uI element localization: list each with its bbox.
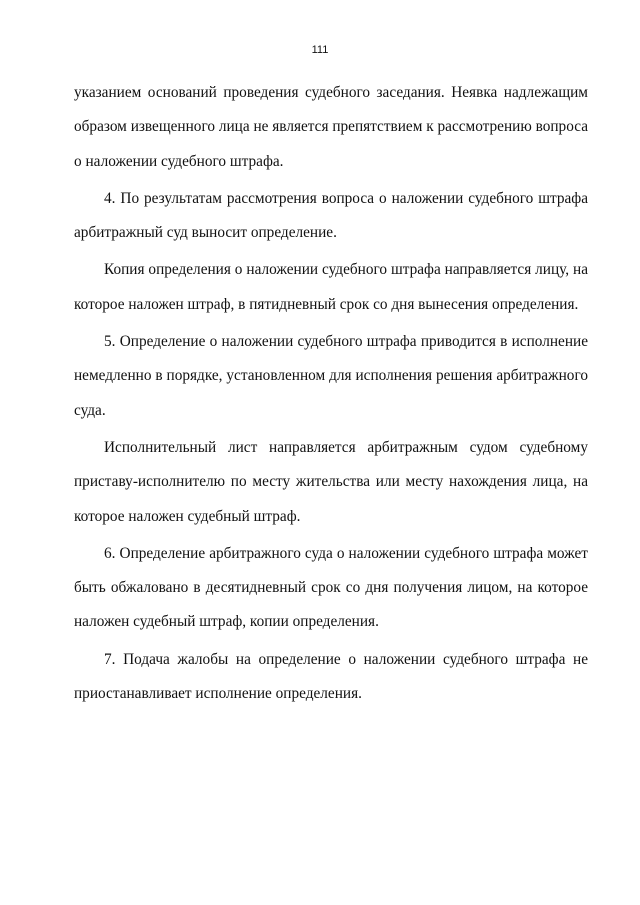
text-line: 7. Подача жалобы на определение о наложении судебного штрафа не xyxy=(104,650,588,668)
text-line: указанием оснований проведения судебного заседания. Неявка надлежащим xyxy=(74,84,588,101)
paragraph-copy-notice xyxy=(74,253,588,322)
page-number: 111 xyxy=(311,44,329,56)
text-line: наложен судебный штраф, копии определения. xyxy=(74,613,379,631)
paragraph-item-5 xyxy=(74,325,588,428)
paragraph-continuation xyxy=(74,76,588,179)
text-line: образом извещенного лица не является препятствием к рассмотрению вопроса xyxy=(74,118,588,136)
text-line: быть обжаловано в десятидневный срок со дня получения лицом, на которое xyxy=(74,579,588,597)
paragraph-item-6 xyxy=(74,537,588,640)
text-line: 4. По результатам рассмотрения вопроса о наложении судебного штрафа xyxy=(104,189,588,207)
text-line: 6. Определение арбитражного суда о наложении судебного штрафа может xyxy=(104,544,588,562)
document-body xyxy=(74,76,588,714)
text-line: приостанавливает исполнение определения. xyxy=(74,685,362,703)
paragraph-writ xyxy=(74,431,588,534)
text-line: арбитражный суд выносит определение. xyxy=(74,224,337,242)
text-line: немедленно в порядке, установленном для исполнения решения арбитражного xyxy=(74,367,588,385)
text-line: которое наложен штраф, в пятидневный срок со дня вынесения определения. xyxy=(74,295,579,313)
text-line: суда. xyxy=(74,401,106,419)
text-line: 5. Определение о наложении судебного штрафа приводится в исполнение xyxy=(104,333,588,351)
text-line: приставу-исполнителю по месту жительства или месту нахождения лица, на xyxy=(74,473,588,491)
paragraph-item-7 xyxy=(74,643,588,712)
text-line: Копия определения о наложении судебного штрафа направляется лицу, на xyxy=(104,261,588,279)
text-line: о наложении судебного штрафа. xyxy=(74,152,284,170)
paragraph-item-4 xyxy=(74,182,588,251)
text-line: которое наложен судебный штраф. xyxy=(74,507,301,525)
text-line: Исполнительный лист направляется арбитражным судом судебному xyxy=(104,438,588,456)
